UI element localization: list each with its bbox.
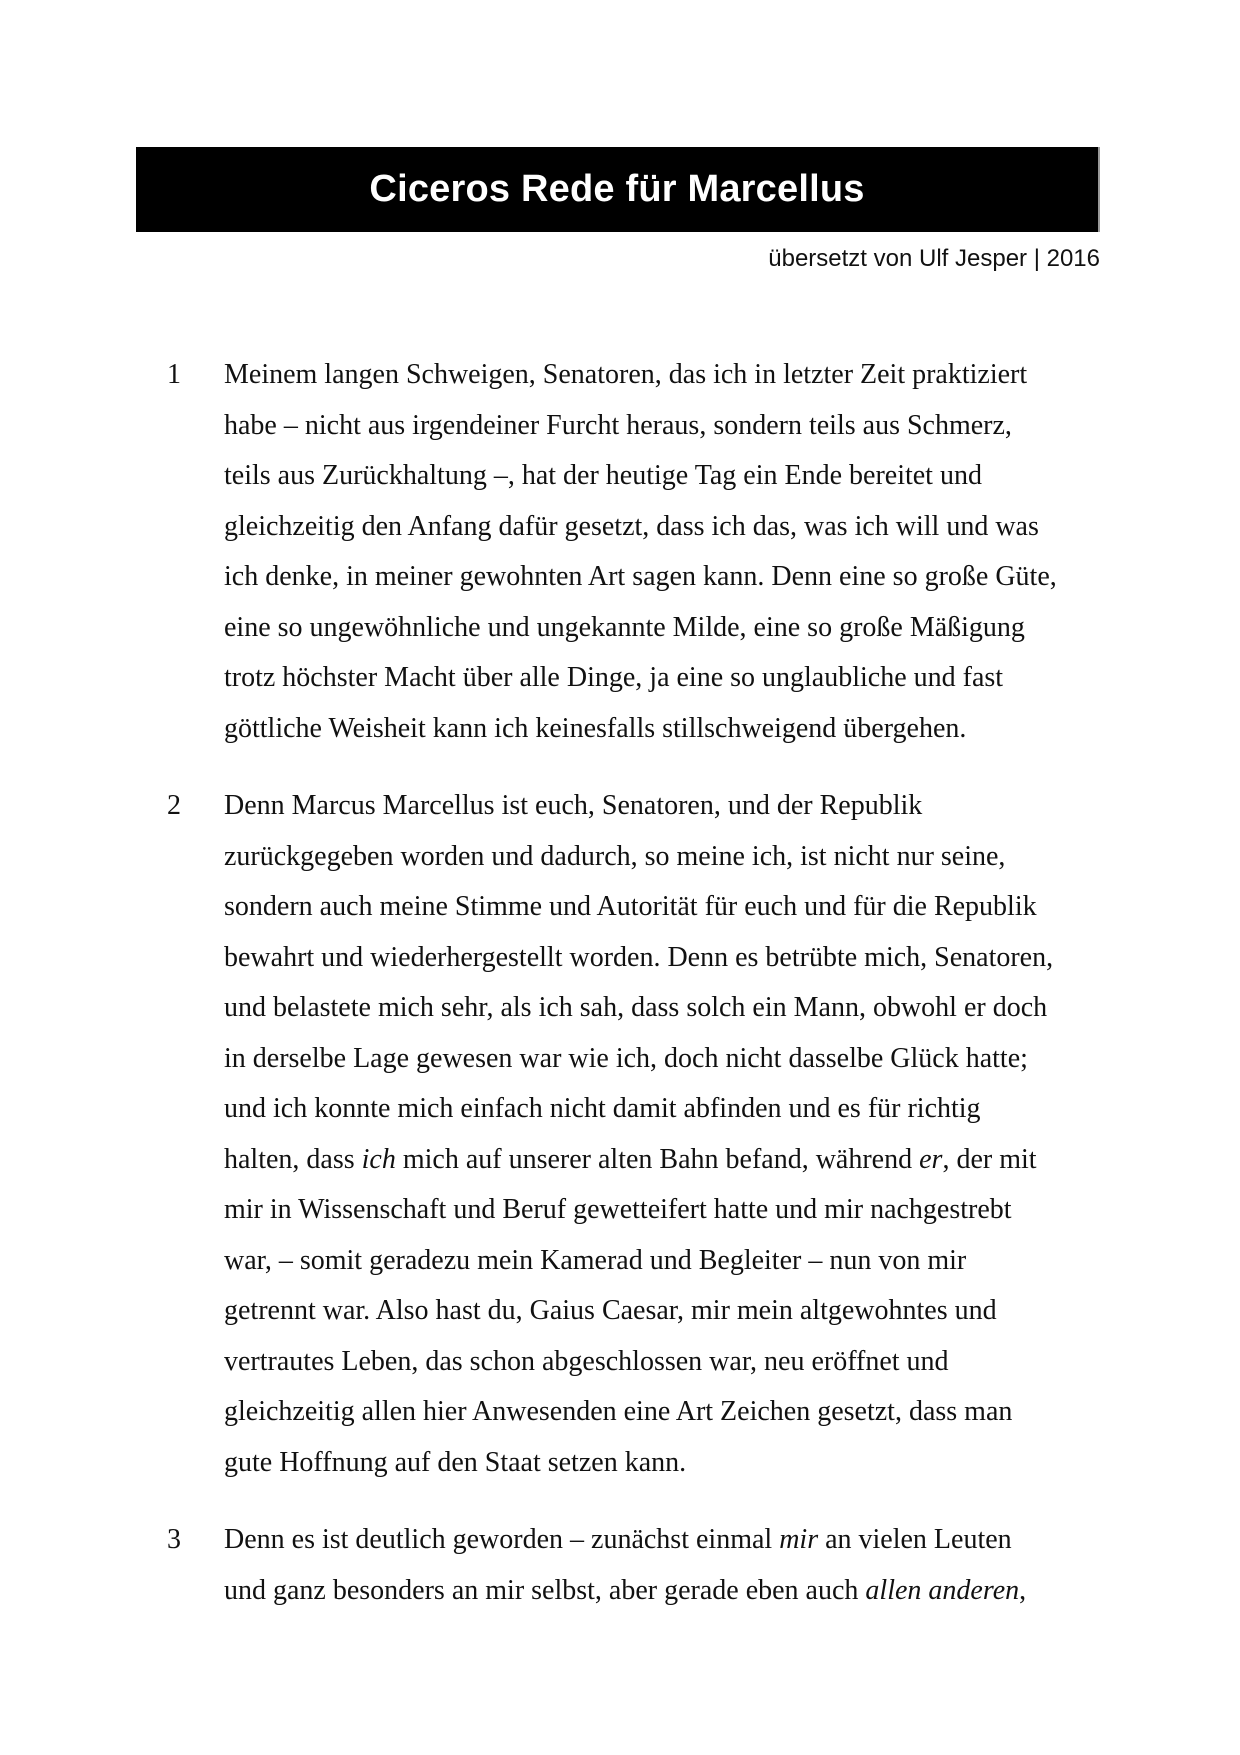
- emphasis-mir: mir: [779, 1524, 819, 1555]
- title-bar: [136, 147, 1100, 232]
- text-line: ich denke, in meiner gewohnten Art sagen kann. Denn eine so große Güte,: [224, 561, 1057, 592]
- text-line: war, – somit geradezu mein Kamerad und Begleiter – nun von mir: [224, 1244, 967, 1276]
- text-line: trotz höchster Macht über alle Dinge, ja eine so unglaubliche und fast: [224, 662, 1004, 693]
- translator-credit: übersetzt von Ulf Jesper | 2016: [768, 245, 1100, 272]
- text-line: gleichzeitig den Anfang dafür gesetzt, dass ich das, was ich will und was: [224, 510, 1039, 542]
- text-line: halten, dass ich mich auf unserer alten Bahn befand, während er, der mit: [224, 1143, 1037, 1175]
- text-line: Denn es ist deutlich geworden – zunächst einmal mir an vielen Leuten: [224, 1524, 1012, 1555]
- emphasis-ich: ich: [361, 1143, 396, 1175]
- text-line: sondern auch meine Stimme und Autorität für euch und für die Republik: [224, 891, 1037, 922]
- paragraph-number: 2: [167, 790, 181, 821]
- text-line: göttliche Weisheit kann ich keinesfalls stillschweigend übergehen.: [224, 712, 967, 744]
- paragraph-number: 1: [167, 359, 181, 390]
- text-line: vertrautes Leben, das schon abgeschlossen war, neu eröffnet und: [224, 1345, 949, 1377]
- text-line: eine so ungewöhnliche und ungekannte Milde, eine so große Mäßigung: [224, 611, 1025, 643]
- paragraph-text: [224, 1515, 1104, 1616]
- text-line: getrennt war. Also hast du, Gaius Caesar, mir mein altgewohntes und: [224, 1295, 997, 1326]
- paragraph-text: [224, 781, 1104, 1488]
- text-line: und ich konnte mich einfach nicht damit abfinden und es für richtig: [224, 1093, 981, 1124]
- paragraph-2: [0, 781, 1240, 1488]
- emphasis-allen-anderen: allen anderen: [865, 1574, 1020, 1606]
- text-line: und ganz besonders an mir selbst, aber gerade eben auch allen anderen,: [224, 1574, 1027, 1606]
- paragraph-1: [0, 350, 1240, 754]
- text-line: habe – nicht aus irgendeiner Furcht heraus, sondern teils aus Schmerz,: [224, 409, 1012, 441]
- text-line: Meinem langen Schweigen, Senatoren, das ich in letzter Zeit praktiziert: [224, 359, 1028, 390]
- paragraph-number: 3: [167, 1524, 181, 1555]
- text-line: zurückgegeben worden und dadurch, so meine ich, ist nicht nur seine,: [224, 840, 1006, 872]
- text-line: und belastete mich sehr, als ich sah, dass solch ein Mann, obwohl er doch: [224, 992, 1048, 1023]
- emphasis-er: er: [919, 1143, 943, 1175]
- text-line: gleichzeitig allen hier Anwesenden eine Art Zeichen gesetzt, dass man: [224, 1396, 1013, 1427]
- document-title: Ciceros Rede für Marcellus: [369, 168, 865, 210]
- text-line: Denn Marcus Marcellus ist euch, Senatoren, und der Republik: [224, 790, 923, 821]
- text-line: bewahrt und wiederhergestellt worden. Denn es betrübte mich, Senatoren,: [224, 941, 1054, 973]
- speech-body: [0, 350, 1240, 1643]
- text-line: mir in Wissenschaft und Beruf gewetteifert hatte und mir nachgestrebt: [224, 1194, 1012, 1225]
- text-line: teils aus Zurückhaltung –, hat der heutige Tag ein Ende bereitet und: [224, 460, 982, 491]
- paragraph-text: [224, 350, 1104, 754]
- text-line: in derselbe Lage gewesen war wie ich, doch nicht dasselbe Glück hatte;: [224, 1042, 1028, 1074]
- text-line: gute Hoffnung auf den Staat setzen kann.: [224, 1446, 687, 1478]
- paragraph-3: [0, 1515, 1240, 1616]
